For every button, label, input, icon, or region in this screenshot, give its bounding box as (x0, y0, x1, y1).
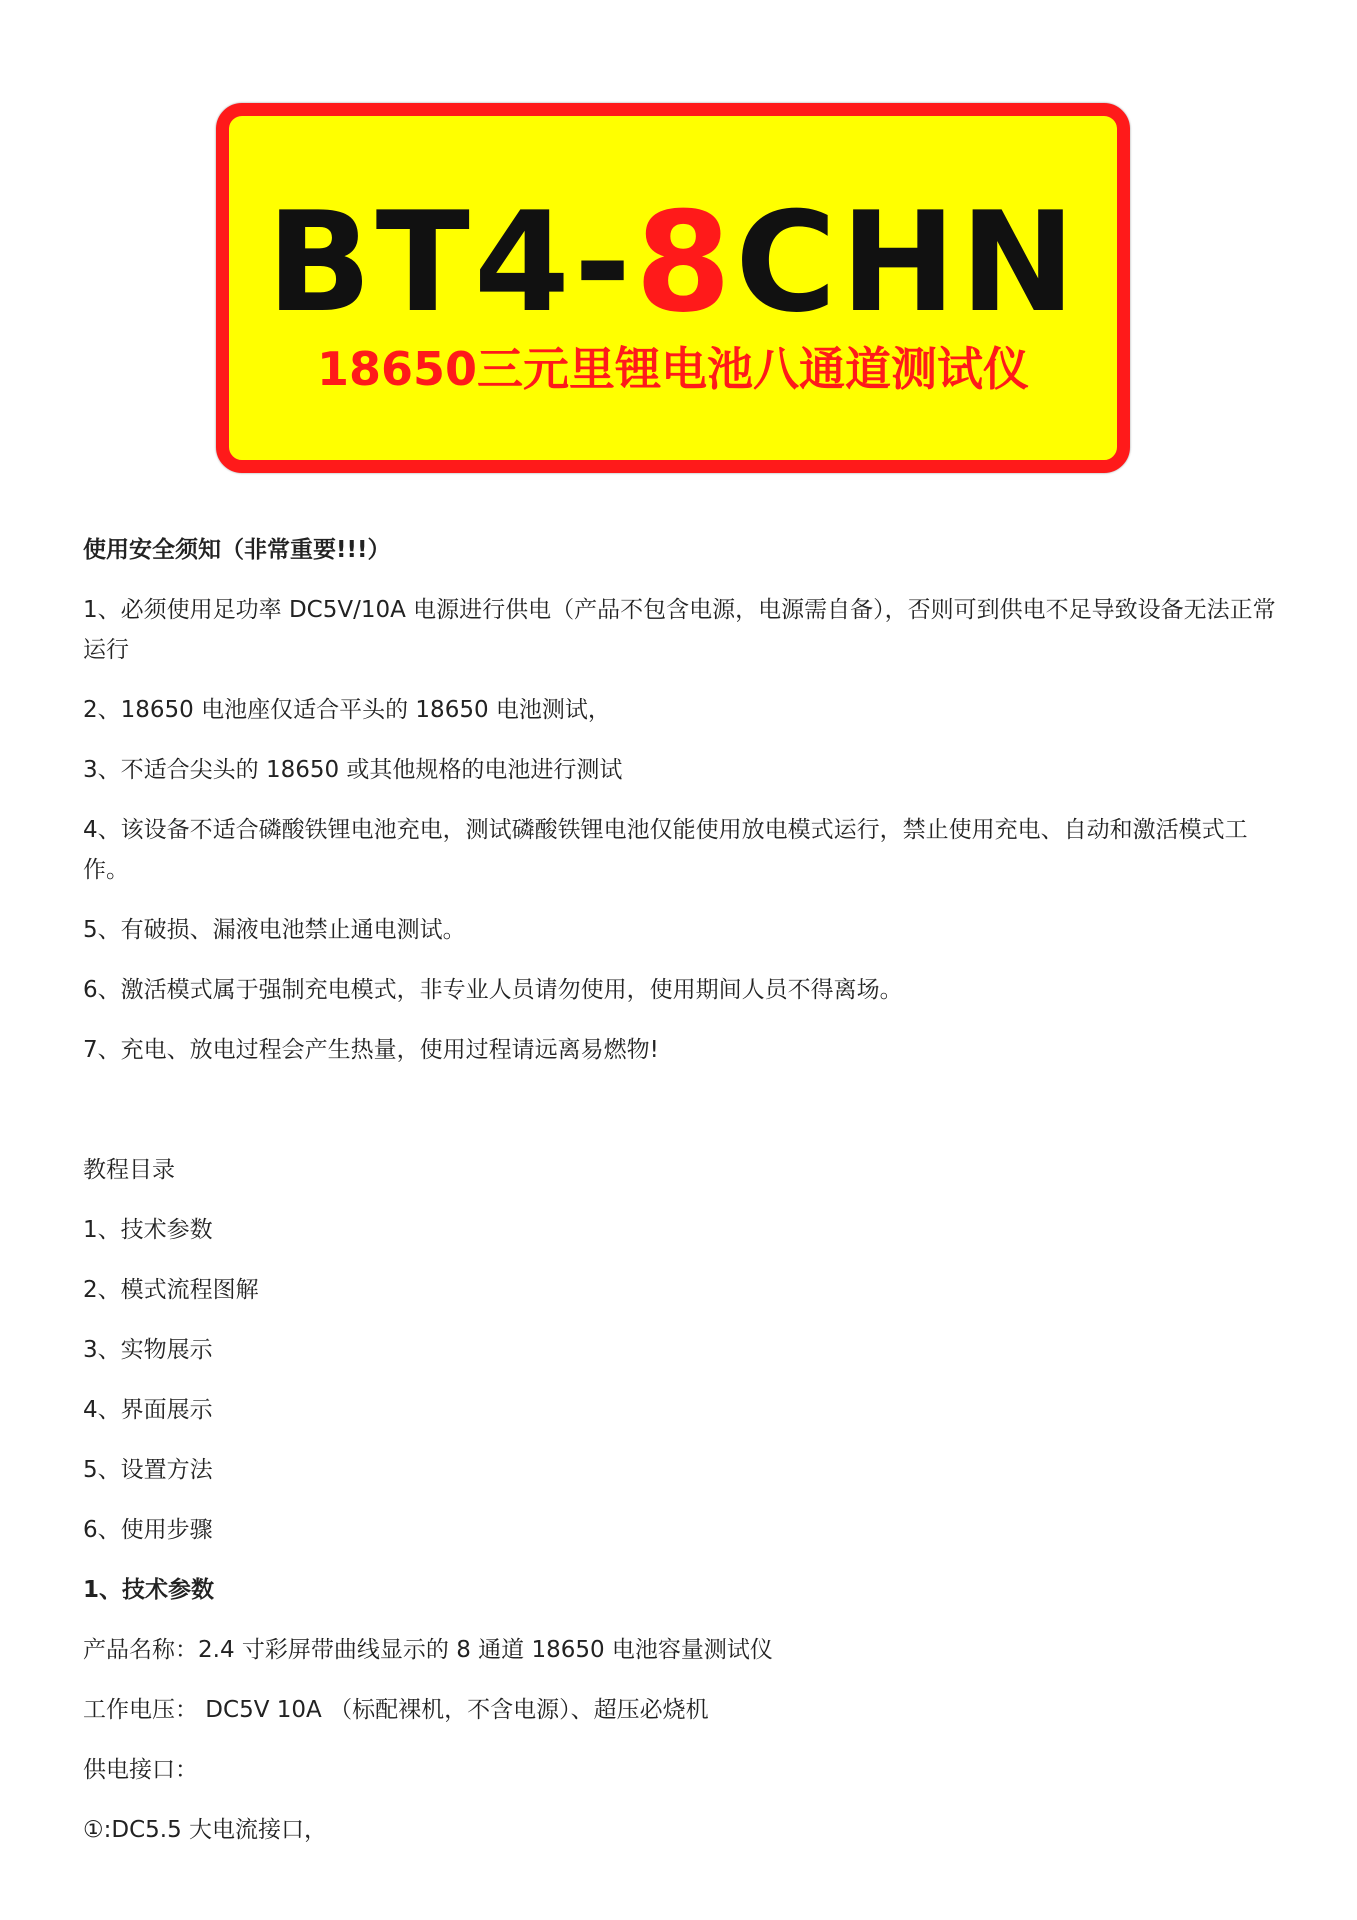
safety-item: 4、该设备不适合磷酸铁锂电池充电，测试磷酸铁锂电池仅能使用放电模式运行，禁止使用充电、自动和激活模式工作。 (83, 817, 1248, 883)
toc-item: 3、实物展示 (83, 1337, 213, 1363)
safety-item: 6、激活模式属于强制充电模式，非专业人员请勿使用，使用期间人员不得离场。 (83, 977, 903, 1003)
toc-item: 4、界面展示 (83, 1397, 213, 1423)
model-prefix: BT4- (266, 182, 636, 343)
document-body (83, 530, 1283, 1870)
spec-line: 供电接口： (83, 1757, 198, 1783)
toc-item: 6、使用步骤 (83, 1517, 213, 1543)
spec-line: 产品名称：2.4 寸彩屏带曲线显示的 8 通道 18650 电池容量测试仪 (83, 1637, 773, 1663)
safety-item: 1、必须使用足功率 DC5V/10A 电源进行供电（产品不包含电源，电源需自备），否则可到供电不足导致设备无法正常运行 (83, 597, 1276, 663)
safety-item: 5、有破损、漏液电池禁止通电测试。 (83, 917, 466, 943)
safety-item: 2、18650 电池座仅适合平头的 18650 电池测试， (83, 697, 611, 723)
toc-item: 1、技术参数 (83, 1217, 213, 1243)
spec-line: 工作电压： DC5V 10A （标配裸机，不含电源）、超压必烧机 (83, 1697, 709, 1723)
toc-heading: 教程目录 (83, 1157, 175, 1183)
toc-item: 5、设置方法 (83, 1457, 213, 1483)
product-banner (216, 103, 1130, 473)
safety-item: 7、充电、放电过程会产生热量，使用过程请远离易燃物! (83, 1037, 659, 1063)
spec-line: ①:DC5.5 大电流接口， (83, 1817, 328, 1843)
model-accent-digit: 8 (635, 182, 736, 343)
banner-subtitle: 18650三元里锂电池八通道测试仪 (316, 342, 1030, 396)
safety-heading: 使用安全须知（非常重要!!!） (83, 537, 391, 563)
safety-item: 3、不适合尖头的 18650 或其他规格的电池进行测试 (83, 757, 623, 783)
toc-item: 2、模式流程图解 (83, 1277, 259, 1303)
banner-model-title (229, 182, 1117, 343)
specs-heading: 1、技术参数 (83, 1577, 215, 1603)
model-suffix: CHN (735, 182, 1080, 343)
